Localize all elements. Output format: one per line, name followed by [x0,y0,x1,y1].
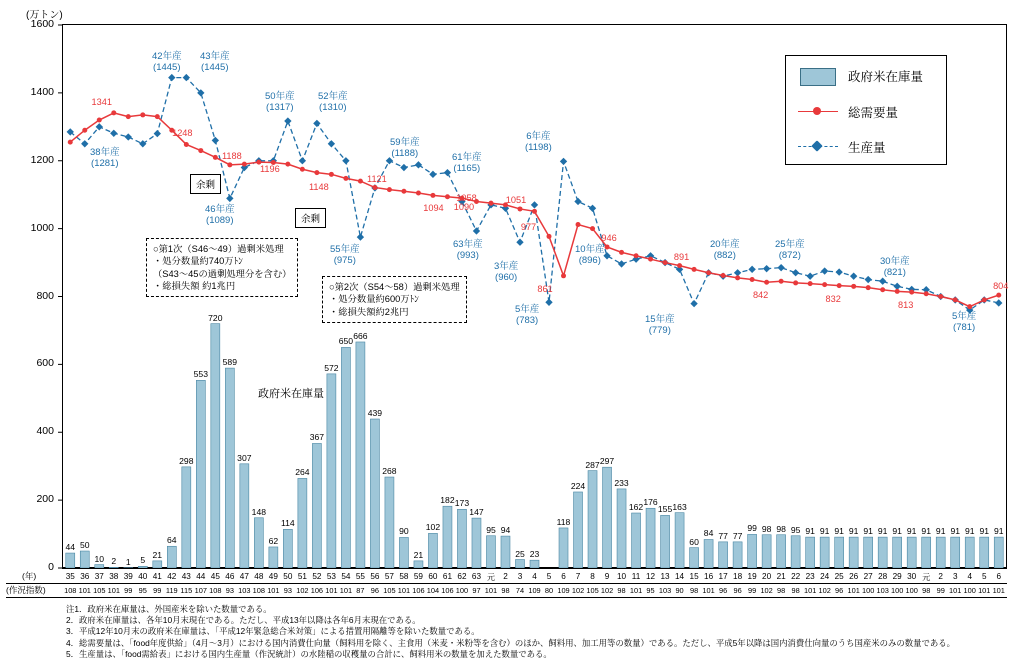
bar-value-label: 98 [776,523,786,534]
bar-value-label: 91 [805,526,815,537]
bar-value-label: 553 [193,369,208,380]
chart-callout: 59年産 (1188) [390,137,420,159]
bar-value-label: 589 [222,357,237,368]
legend-label-stock: 政府米在庫量 [848,70,924,84]
bar-value-label: 102 [425,522,441,533]
x-tick-year: 12 [645,572,656,581]
x-tick-year: 19 [747,572,757,581]
x-tick-year: 7 [575,572,581,581]
x-tick-crop-index: 101 [484,586,498,595]
x-tick-crop-index: 98 [689,586,699,595]
bar-value-label: 1 [125,556,131,567]
bar-value-label: 60 [689,536,699,547]
x-tick-year: 52 [312,572,322,581]
x-tick-crop-index: 100 [455,586,469,595]
x-tick-crop-index: 101 [107,586,120,595]
x-tick-year: 62 [457,572,467,581]
x-tick-year: 4 [967,572,972,581]
x-tick-crop-index: 96 [718,586,728,595]
chart-callout: 42年産 (1445) [152,51,182,73]
bar-value-label: 64 [167,535,177,546]
x-tick-year: 4 [532,572,537,581]
x-tick-crop-index: 100 [905,586,918,595]
x-tick-crop-index: 99 [747,586,757,595]
demand-value-label: 946 [601,232,617,243]
demand-value-label: 1058 [456,192,477,203]
x-tick-year: 14 [675,572,685,581]
y-tick-label: 0 [48,561,54,573]
bar-value-label: 77 [718,530,728,541]
chart-callout: 52年産 (1310) [318,91,348,113]
chart-callout: 3年産 (960) [494,261,519,283]
x-tick-crop-index: 119 [165,586,178,595]
x-tick-year: 2 [503,572,508,581]
bar-value-label: 21 [152,549,163,560]
x-tick-crop-index: 98 [922,586,931,595]
x-tick-crop-index: 105 [383,586,396,595]
bar-value-label: 176 [643,497,658,508]
x-tick-crop-index: 101 [803,586,817,595]
x-tick-crop-index: 101 [629,586,643,595]
x-tick-crop-index: 106 [310,586,324,595]
chart-callout: 10年産 (896) [575,244,605,266]
bar-value-label: 91 [877,526,888,537]
x-tick-crop-index: 99 [936,586,945,595]
chart-callout: 55年産 (975) [330,244,360,266]
x-tick-crop-index: 96 [835,586,844,595]
x-tick-crop-index: 107 [194,586,207,595]
footnotes [66,604,955,660]
bar-value-label: 94 [500,525,511,536]
x-tick-year: 50 [283,572,293,581]
demand-value-label: 977 [520,222,537,233]
x-tick-year: 63 [471,572,482,581]
x-tick-crop-index: 101 [847,586,860,595]
x-tick-year: 40 [138,572,148,581]
x-tick-year: 49 [268,572,278,581]
x-tick-crop-index: 109 [557,586,570,595]
chart-callout: 63年産 (993) [453,239,483,261]
x-tick-crop-index: 101 [267,586,280,595]
bar-value-label: 62 [268,535,279,546]
x-tick-crop-index: 95 [646,586,655,595]
x-tick-year: 61 [442,572,452,581]
chart-callout: 6年産 (1198) [525,131,552,153]
x-tick-crop-index: 109 [528,586,541,595]
x-tick-year: 28 [878,572,888,581]
y-tick-label: 1400 [30,85,54,98]
x-tick-crop-index: 100 [963,586,976,595]
bar-value-label: 148 [251,506,267,517]
demand-value-label: 813 [898,300,914,311]
demand-value-label: 842 [752,290,769,301]
demand-value-label: 1094 [423,202,444,213]
x-tick-crop-index: 104 [426,586,440,595]
bar-value-label: 155 [657,504,673,515]
demand-value-label: 1051 [505,195,527,206]
x-tick-year: 17 [718,572,728,581]
x-tick-year: 39 [123,572,133,581]
demand-value-label: 1196 [259,164,280,175]
y-tick-label: 1600 [30,18,54,30]
footnote-line: 3．平成12年10月末の政府米在庫量は、「平成12年緊急総合米対策」による措置用隔離等を除いた数量である。 [66,626,480,637]
bar-value-label: 163 [672,501,687,512]
bar-value-label: 5 [140,555,146,566]
x-tick-year: 58 [399,572,409,581]
x-tick-crop-index: 101 [339,586,353,595]
bar-value-label: 268 [382,466,397,477]
demand-value-label: 1188 [221,150,242,161]
x-tick-crop-index: 106 [441,586,454,595]
bar-value-label: 50 [79,540,90,551]
x-tick-crop-index: 101 [325,586,338,595]
bar-value-label: 91 [950,526,960,537]
bar-value-label: 118 [556,516,571,527]
x-tick-crop-index: 87 [356,586,365,595]
x-tick-year: 24 [820,572,830,581]
x-tick-year: 2 [938,572,943,581]
x-tick-crop-index: 102 [571,586,585,595]
x-tick-year: 23 [805,572,815,581]
axis-caption-year: (年) [22,571,37,581]
footnote-line: 注1．政府米在庫量は、外国産米を除いた数量である。 [66,604,272,614]
x-tick-crop-index: 105 [93,586,106,595]
legend-label-production: 生産量 [848,141,886,155]
bar-value-label: 44 [65,542,76,553]
bar-value-label: 98 [761,523,772,534]
chart-callout: 20年産 (882) [710,239,740,261]
x-tick-year: 5 [546,572,552,581]
x-tick-year: 8 [590,572,595,581]
x-tick-crop-index: 97 [472,586,481,595]
footnote-line: 4．総需要量は、「food年度供給」（4月～3月）における国内消費仕向量（飼料用を除く、主食用（米麦・米粉等を含む）のほか、飼料用、加工用等の数量）である。ただし、平成5年以降は国内消費仕向量のうち国産米のみの数量である。 [66,637,955,648]
x-tick-year: 25 [834,572,844,581]
bar-value-label: 90 [399,526,409,537]
x-tick-year: 54 [341,572,351,581]
legend-item-stock [786,58,946,94]
bar-value-label: 297 [599,456,615,467]
x-tick-year: 18 [733,572,743,581]
x-tick-crop-index: 96 [370,586,380,595]
bar-value-label: 91 [979,526,990,537]
x-tick-crop-index: 108 [209,586,222,595]
bar-value-label: 91 [906,526,917,537]
bar-value-label: 572 [324,362,339,373]
demand-value-label: 1090 [453,202,475,213]
x-tick-year: 21 [776,572,786,581]
bar-value-label: 91 [834,526,844,537]
x-tick-crop-index: 102 [296,586,309,595]
x-tick-crop-index: 103 [876,586,889,595]
bar-value-label: 182 [440,495,455,506]
bar-value-label: 21 [413,549,424,560]
y-axis-unit: (万トン) [26,10,63,21]
bar-value-label: 162 [628,502,644,513]
x-tick-year: 3 [517,572,523,581]
x-tick-crop-index: 99 [153,586,162,595]
x-tick-year: 16 [704,572,714,581]
surplus-box-2: 余剰 [295,208,326,228]
axis-line-bottom [6,597,1007,598]
demand-value-label: 1341 [91,96,112,107]
x-tick-year: 36 [80,572,90,581]
y-tick-label: 600 [36,357,54,370]
y-tick-label: 200 [36,493,54,506]
x-tick-year: 22 [791,572,801,581]
chart-callout: 61年産 (1165) [452,152,482,174]
x-tick-year: 15 [689,572,699,581]
bar-value-label: 439 [367,408,383,418]
bar-value-label: 287 [585,459,600,470]
x-tick-year: 26 [849,572,859,581]
demand-value-label: 891 [673,251,690,262]
chart-callout: 43年産 (1445) [200,51,230,73]
bar-value-label: 91 [848,526,859,537]
bar-value-label: 23 [529,549,540,560]
x-tick-crop-index: 101 [992,586,1005,595]
y-tick-label: 1000 [30,221,54,234]
legend-bar-swatch [800,68,836,86]
bar-value-label: 720 [208,312,223,323]
bar-value-label: 666 [353,330,368,341]
x-tick-year: 13 [660,572,670,581]
x-tick-crop-index: 101 [78,586,91,595]
bar-value-label: 224 [570,480,586,491]
demand-value-label: 1248 [172,128,193,139]
bar-value-label: 91 [935,526,946,537]
chart-legend [785,55,947,165]
note-box-first-surplus: ○第1次（S46～49）過剰米処理 ・処分数量約740万ﾄﾝ （S43～45の過剰処理分を含む） ・総損失額 約1兆円 [146,238,298,297]
x-tick-crop-index: 93 [283,586,292,595]
chart-callout: 5年産 (781) [952,311,977,333]
bar-value-label: 2 [111,556,117,567]
x-tick-year: 10 [616,572,627,581]
x-tick-crop-index: 102 [818,586,831,595]
x-tick-crop-index: 103 [658,586,672,595]
bar-value-label: 10 [94,553,105,564]
legend-item-production [786,129,946,165]
chart-callout: 46年産 (1089) [205,204,235,226]
bar-value-label: 233 [614,477,629,488]
x-tick-crop-index: 98 [791,586,800,595]
x-tick-crop-index: 100 [862,586,875,595]
axis-line-mid [6,583,1007,584]
x-tick-year: 55 [355,572,365,581]
bar-value-label: 91 [921,526,931,537]
x-tick-crop-index: 102 [760,586,773,595]
y-tick-label: 800 [36,289,54,302]
x-tick-crop-index: 98 [501,586,510,595]
x-tick-year: 元 [922,573,931,582]
x-tick-year: 3 [952,572,958,581]
y-tick-label: 400 [36,425,54,438]
x-tick-crop-index: 99 [124,586,133,595]
x-tick-year: 41 [152,572,162,581]
surplus-box-1: 余剰 [190,174,221,194]
note-box-second-surplus: ○第2次（S54～58）過剰米処理 ・処分数量約600万ﾄﾝ ・総損失額約2兆円 [322,276,467,323]
chart-callout: 5年産 (783) [515,304,540,326]
demand-value-label: 804 [993,281,1009,292]
x-tick-year: 6 [561,572,566,581]
x-tick-year: 48 [254,572,264,581]
chart-callout: 38年産 (1281) [90,147,120,169]
bar-value-label: 114 [281,518,295,529]
x-tick-crop-index: 95 [138,586,147,595]
bar-value-label: 147 [469,507,484,518]
x-tick-crop-index: 115 [180,586,193,595]
x-tick-year: 35 [65,572,75,581]
x-tick-year: 53 [326,572,336,581]
bar-value-label: 84 [703,528,714,539]
demand-value-label: 1148 [308,182,329,193]
x-tick-crop-index: 93 [225,586,234,595]
bar-value-label: 91 [863,526,873,537]
x-tick-crop-index: 108 [64,586,77,595]
bar-value-label: 307 [237,452,252,463]
demand-value-label: 1121 [367,173,387,184]
bar-value-label: 173 [454,498,470,509]
x-tick-year: 42 [167,572,177,581]
x-tick-crop-index: 108 [252,586,266,595]
footnote-line: 2．政府米在庫量は、各年10月末現在である。ただし、平成13年以降は各年6月末現在である。 [66,615,421,626]
legend-dot-blue [811,140,822,151]
legend-item-demand [786,94,946,130]
x-tick-crop-index: 100 [891,586,904,595]
x-tick-year: 51 [297,572,307,581]
x-tick-year: 59 [413,572,423,581]
x-tick-year: 57 [384,572,394,581]
x-tick-year: 56 [370,572,380,581]
bar-value-label: 95 [790,524,801,535]
x-tick-year: 11 [631,572,641,581]
x-tick-crop-index: 102 [600,586,614,595]
bar-value-label: 99 [747,523,757,534]
x-tick-year: 元 [486,573,496,582]
bar-value-label: 367 [309,432,325,443]
x-tick-year: 60 [428,572,438,581]
x-tick-year: 9 [604,572,610,581]
x-tick-year: 45 [210,572,220,581]
axis-caption-index: (作況指数) [6,585,46,595]
inline-label-gov-stock: 政府米在庫量 [258,388,324,400]
x-tick-year: 6 [996,572,1002,581]
x-tick-year: 30 [907,572,917,581]
x-tick-crop-index: 101 [702,586,715,595]
legend-dot-red [813,107,821,115]
legend-label-demand: 総需要量 [848,106,899,120]
demand-value-label: 861 [537,283,553,294]
y-tick-label: 1200 [30,153,54,166]
footnote-line: 5．生産量は、「food需給表」における国内生産量（作況統計）の水陸稲の収穫量の合計に、飼料用米の数量を加えた数量である。 [66,648,552,659]
bar-value-label: 95 [486,524,496,535]
bar-value-label: 25 [515,548,525,559]
bar-value-label: 650 [338,336,354,347]
chart-callout: 50年産 (1317) [265,91,295,113]
x-tick-year: 38 [109,572,119,581]
x-tick-year: 5 [981,572,987,581]
chart-callout: 25年産 (872) [775,239,805,261]
x-tick-crop-index: 90 [675,586,684,595]
x-tick-year: 29 [892,572,902,581]
bar-value-label: 77 [732,530,743,541]
x-tick-year: 46 [225,572,235,581]
x-tick-crop-index: 101 [978,586,991,595]
x-tick-crop-index: 74 [515,586,525,595]
bar-value-label: 91 [892,526,902,537]
x-tick-year: 44 [196,572,206,581]
x-tick-crop-index: 103 [238,586,251,595]
x-tick-crop-index: 101 [949,586,962,595]
x-tick-crop-index: 98 [617,586,626,595]
x-tick-crop-index: 80 [544,586,554,595]
chart-callout: 30年産 (821) [880,256,910,278]
x-tick-year: 43 [181,572,191,581]
bar-value-label: 91 [964,526,975,537]
bar-value-label: 91 [819,526,830,537]
demand-value-label: 832 [825,293,841,304]
bar-value-label: 298 [179,455,194,466]
bar-value-label: 91 [993,526,1004,537]
x-tick-crop-index: 106 [412,586,425,595]
x-tick-crop-index: 101 [397,586,411,595]
x-tick-crop-index: 98 [777,586,786,595]
x-tick-year: 27 [863,572,873,581]
axis-line-top [62,568,1007,569]
x-tick-year: 47 [239,572,249,581]
x-tick-crop-index: 105 [586,586,599,595]
chart-callout: 15年産 (779) [645,314,675,336]
bar-value-label: 264 [295,467,310,478]
x-tick-crop-index: 96 [733,586,742,595]
x-tick-year: 37 [94,572,104,581]
x-tick-year: 20 [762,572,772,581]
